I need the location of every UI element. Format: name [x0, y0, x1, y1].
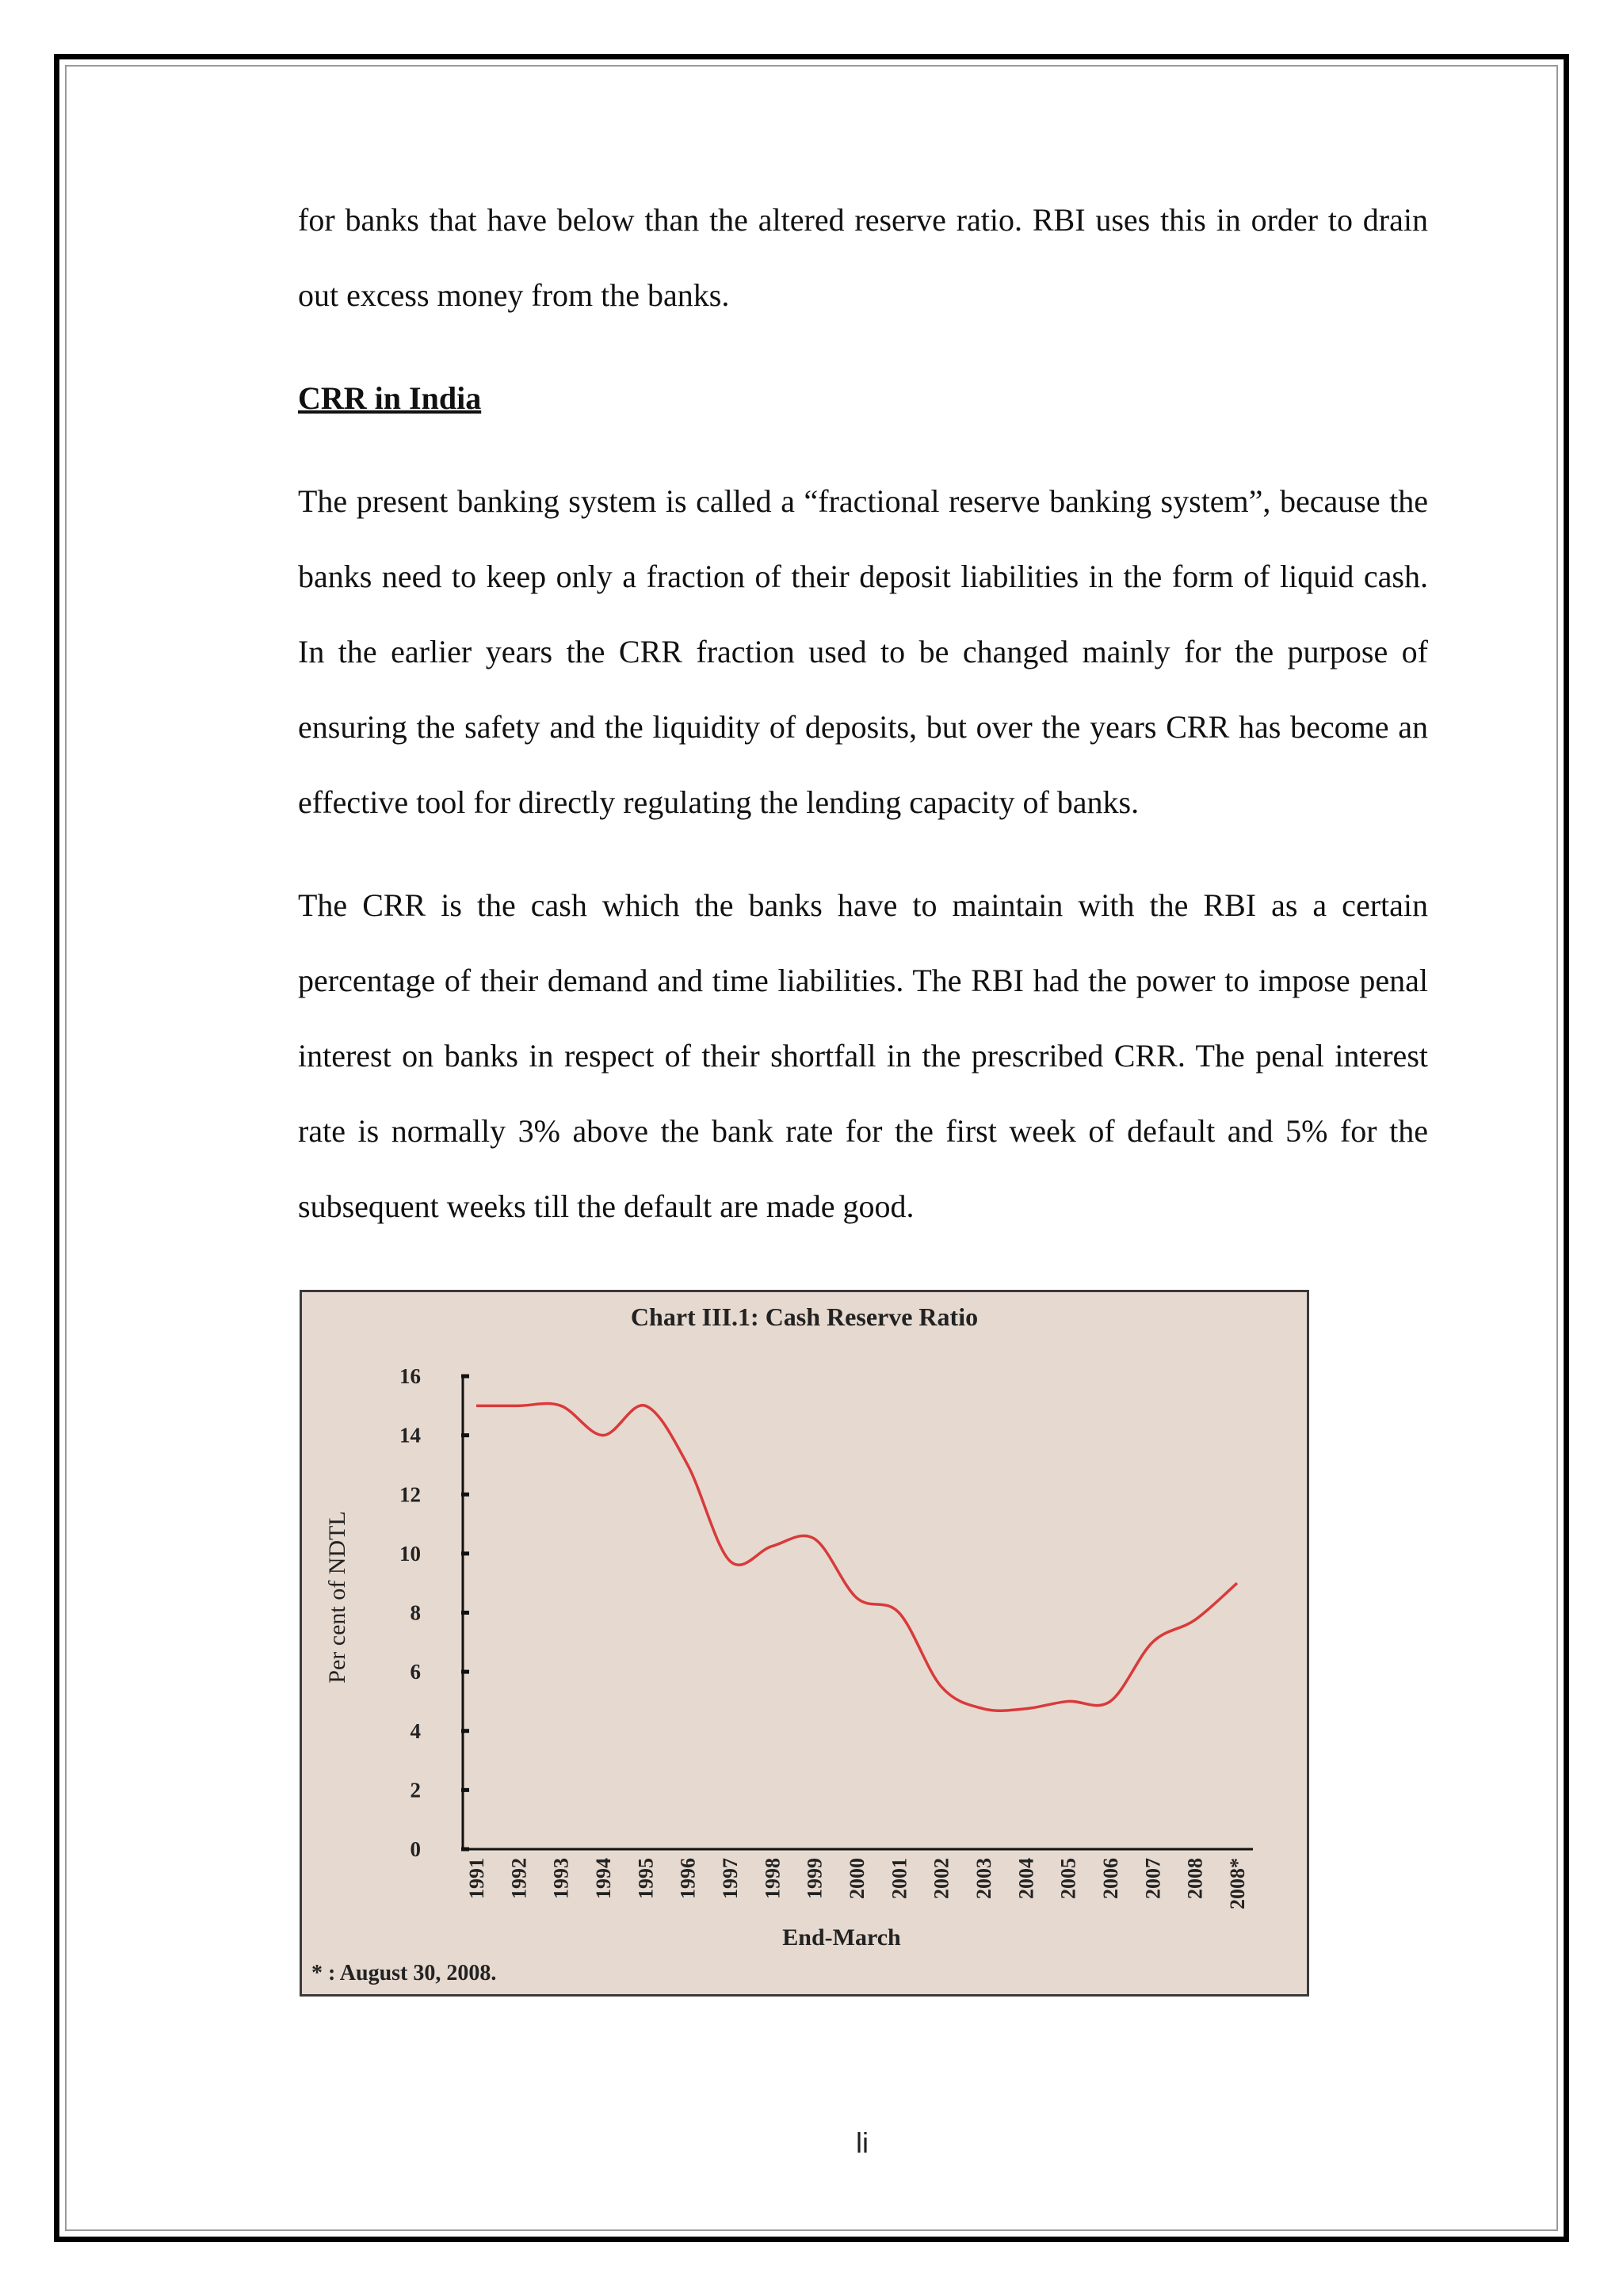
page-number: li — [856, 2126, 869, 2159]
x-axis-label: End-March — [782, 1924, 901, 1951]
x-tick-label: 1995 — [634, 1858, 658, 1899]
y-tick-label: 10 — [399, 1541, 421, 1566]
chart-canvas — [302, 1292, 1307, 1994]
y-tick-label: 6 — [410, 1660, 421, 1684]
x-tick-label: 1999 — [803, 1858, 827, 1899]
paragraph-crr-definition: The CRR is the cash which the banks have to maintain with the RBI as a certain percentage of their demand and time liabilities. The RBI had the power to impose penal interest on banks in respect of their shortfall in the prescribed CRR. The penal interest rate is normally 3% above the bank rate for the first week of default and 5% for the subsequent weeks till the default are made good. — [298, 887, 1428, 1224]
y-tick-label: 2 — [410, 1778, 421, 1802]
y-tick-label: 16 — [399, 1364, 421, 1388]
section-heading: CRR in India — [298, 380, 482, 416]
x-tick-label: 2007 — [1141, 1858, 1165, 1899]
x-tick-label: 1991 — [465, 1858, 488, 1899]
document-body — [298, 182, 1428, 1244]
x-tick-label: 2008* — [1226, 1858, 1249, 1909]
paragraph-continuation: for banks that have below than the altered reserve ratio. RBI uses this in order to drain out excess money from the banks. — [298, 202, 1428, 313]
y-tick-label: 12 — [399, 1482, 421, 1507]
x-tick-label: 2006 — [1099, 1858, 1122, 1899]
x-tick-label: 1993 — [549, 1858, 573, 1899]
x-tick-label: 1998 — [761, 1858, 785, 1899]
x-tick-label: 2008 — [1183, 1858, 1207, 1899]
y-tick-label: 14 — [399, 1423, 421, 1447]
x-tick-label: 2004 — [1014, 1858, 1038, 1899]
series-line-crr — [476, 1404, 1237, 1711]
x-tick-label: 2002 — [930, 1858, 953, 1899]
y-tick-label: 8 — [410, 1600, 421, 1625]
y-tick-label: 0 — [410, 1837, 421, 1861]
x-tick-label: 2003 — [972, 1858, 995, 1899]
x-tick-label: 1996 — [676, 1858, 700, 1899]
x-tick-label: 2001 — [888, 1858, 911, 1899]
x-tick-label: 2005 — [1056, 1858, 1080, 1899]
x-tick-label: 1992 — [507, 1858, 531, 1899]
y-axis-label: Per cent of NDTL — [324, 1511, 350, 1684]
paragraph-fractional-reserve: The present banking system is called a “fractional reserve banking system”, because the banks need to keep only a fraction of their deposit liabilities in the form of liquid cash. In the earlier years the CRR fraction used to be changed mainly for the purpose of ensuring the safety and the liquidity of deposits, but over the years CRR has become an effective tool for directly regulating the lending capacity of banks. — [298, 483, 1428, 820]
chart-title: Chart III.1: Cash Reserve Ratio — [630, 1302, 979, 1331]
x-tick-label: 2000 — [846, 1858, 869, 1899]
y-tick-label: 4 — [410, 1718, 421, 1743]
cash-reserve-ratio-chart — [300, 1290, 1309, 1997]
x-tick-label: 1994 — [592, 1858, 615, 1899]
x-tick-label: 1997 — [719, 1858, 742, 1899]
chart-footnote: * : August 30, 2008. — [311, 1961, 497, 1985]
